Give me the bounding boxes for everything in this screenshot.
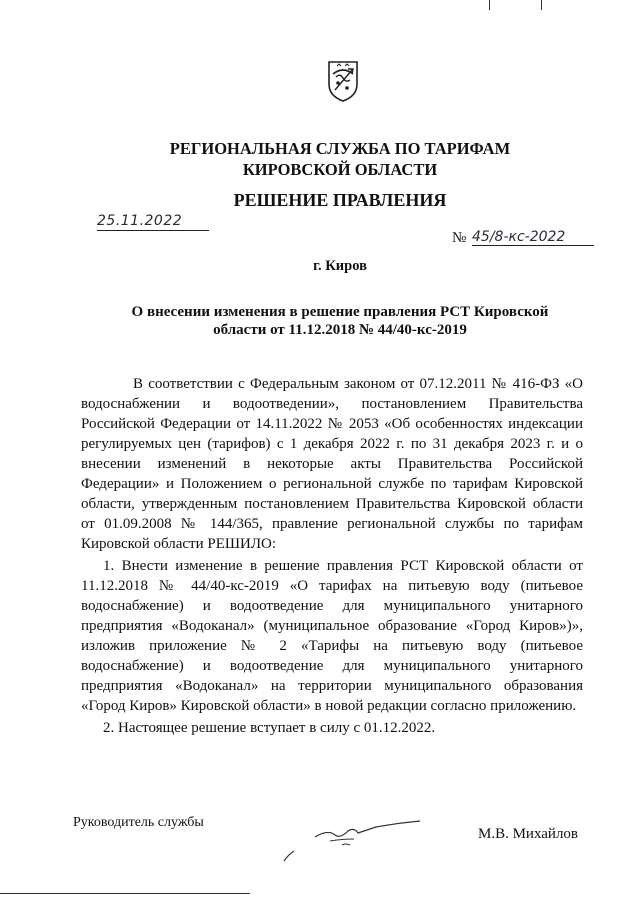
decision-subject bbox=[110, 303, 570, 339]
organization-name-line1: РЕГИОНАЛЬНАЯ СЛУЖБА ПО ТАРИФАМ bbox=[169, 139, 511, 158]
subject-line1: О внесении изменения в решение правления РСТ Кировской bbox=[131, 304, 549, 320]
handwritten-signature bbox=[280, 815, 430, 865]
kirov-oblast-coat-of-arms-icon bbox=[327, 60, 359, 102]
number-prefix: № bbox=[452, 230, 467, 246]
handwritten-date: 25.11.2022 bbox=[97, 213, 209, 231]
subject-line2: области от 11.12.2018 № 44/40-кс-2019 bbox=[213, 322, 467, 338]
decision-item-1: 1. Внести изменение в решение правления РСТ Кировской области от 11.12.2018 № 44/40-кс-2019 «О тарифах на питьевую воду (питьевое водоснабжение) и водоотведение для муниципального унитарного предприятия «Водоканал» (муниципальное образование «Город Киров»)», изложив приложение № 2 «Тарифы на питьевую воду (питьевое водоснабжение) и водоотведение для муниципального унитарного предприятия «Водоканал» на территории муниципального образования «Город Киров» Кировской области» в новой редакции согласно приложению. bbox=[81, 558, 583, 714]
footer-divider bbox=[0, 893, 250, 894]
signatory-name: М.В. Михайлов bbox=[478, 826, 579, 842]
decision-body bbox=[81, 374, 583, 738]
preamble-paragraph: В соответствии с Федеральным законом от 07.12.2011 № 416-ФЗ «О водоснабжении и водоотведении», постановлением Правительства Российской Федерации от 14.11.2022 № 2053 «Об особенностях индексации регулируемых цен (тарифов) с 1 декабря 2022 г. по 31 декабря 2023 г. и о внесении изменений в некоторые акты Правительства Российской Федерации» и Положением о региональной службе по тарифам Кировской области, утвержденным постановлением Правительства Кировской области от 01.09.2008 № 144/365, правление региональной службы по тарифам Кировской области РЕШИЛО: bbox=[81, 376, 583, 552]
decision-item-2: 2. Настоящее решение вступает в силу с 01.12.2022. bbox=[103, 720, 436, 736]
scan-edge-mark bbox=[489, 0, 490, 10]
scan-edge-mark bbox=[541, 0, 542, 10]
signatory-role: Руководитель службы bbox=[73, 815, 204, 830]
handwritten-document-number: 45/8-кс-2022 bbox=[472, 229, 594, 246]
document-type-title: РЕШЕНИЕ ПРАВЛЕНИЯ bbox=[233, 190, 447, 210]
city-label: г. Киров bbox=[313, 258, 367, 274]
organization-name-line2: КИРОВСКОЙ ОБЛАСТИ bbox=[242, 160, 438, 179]
